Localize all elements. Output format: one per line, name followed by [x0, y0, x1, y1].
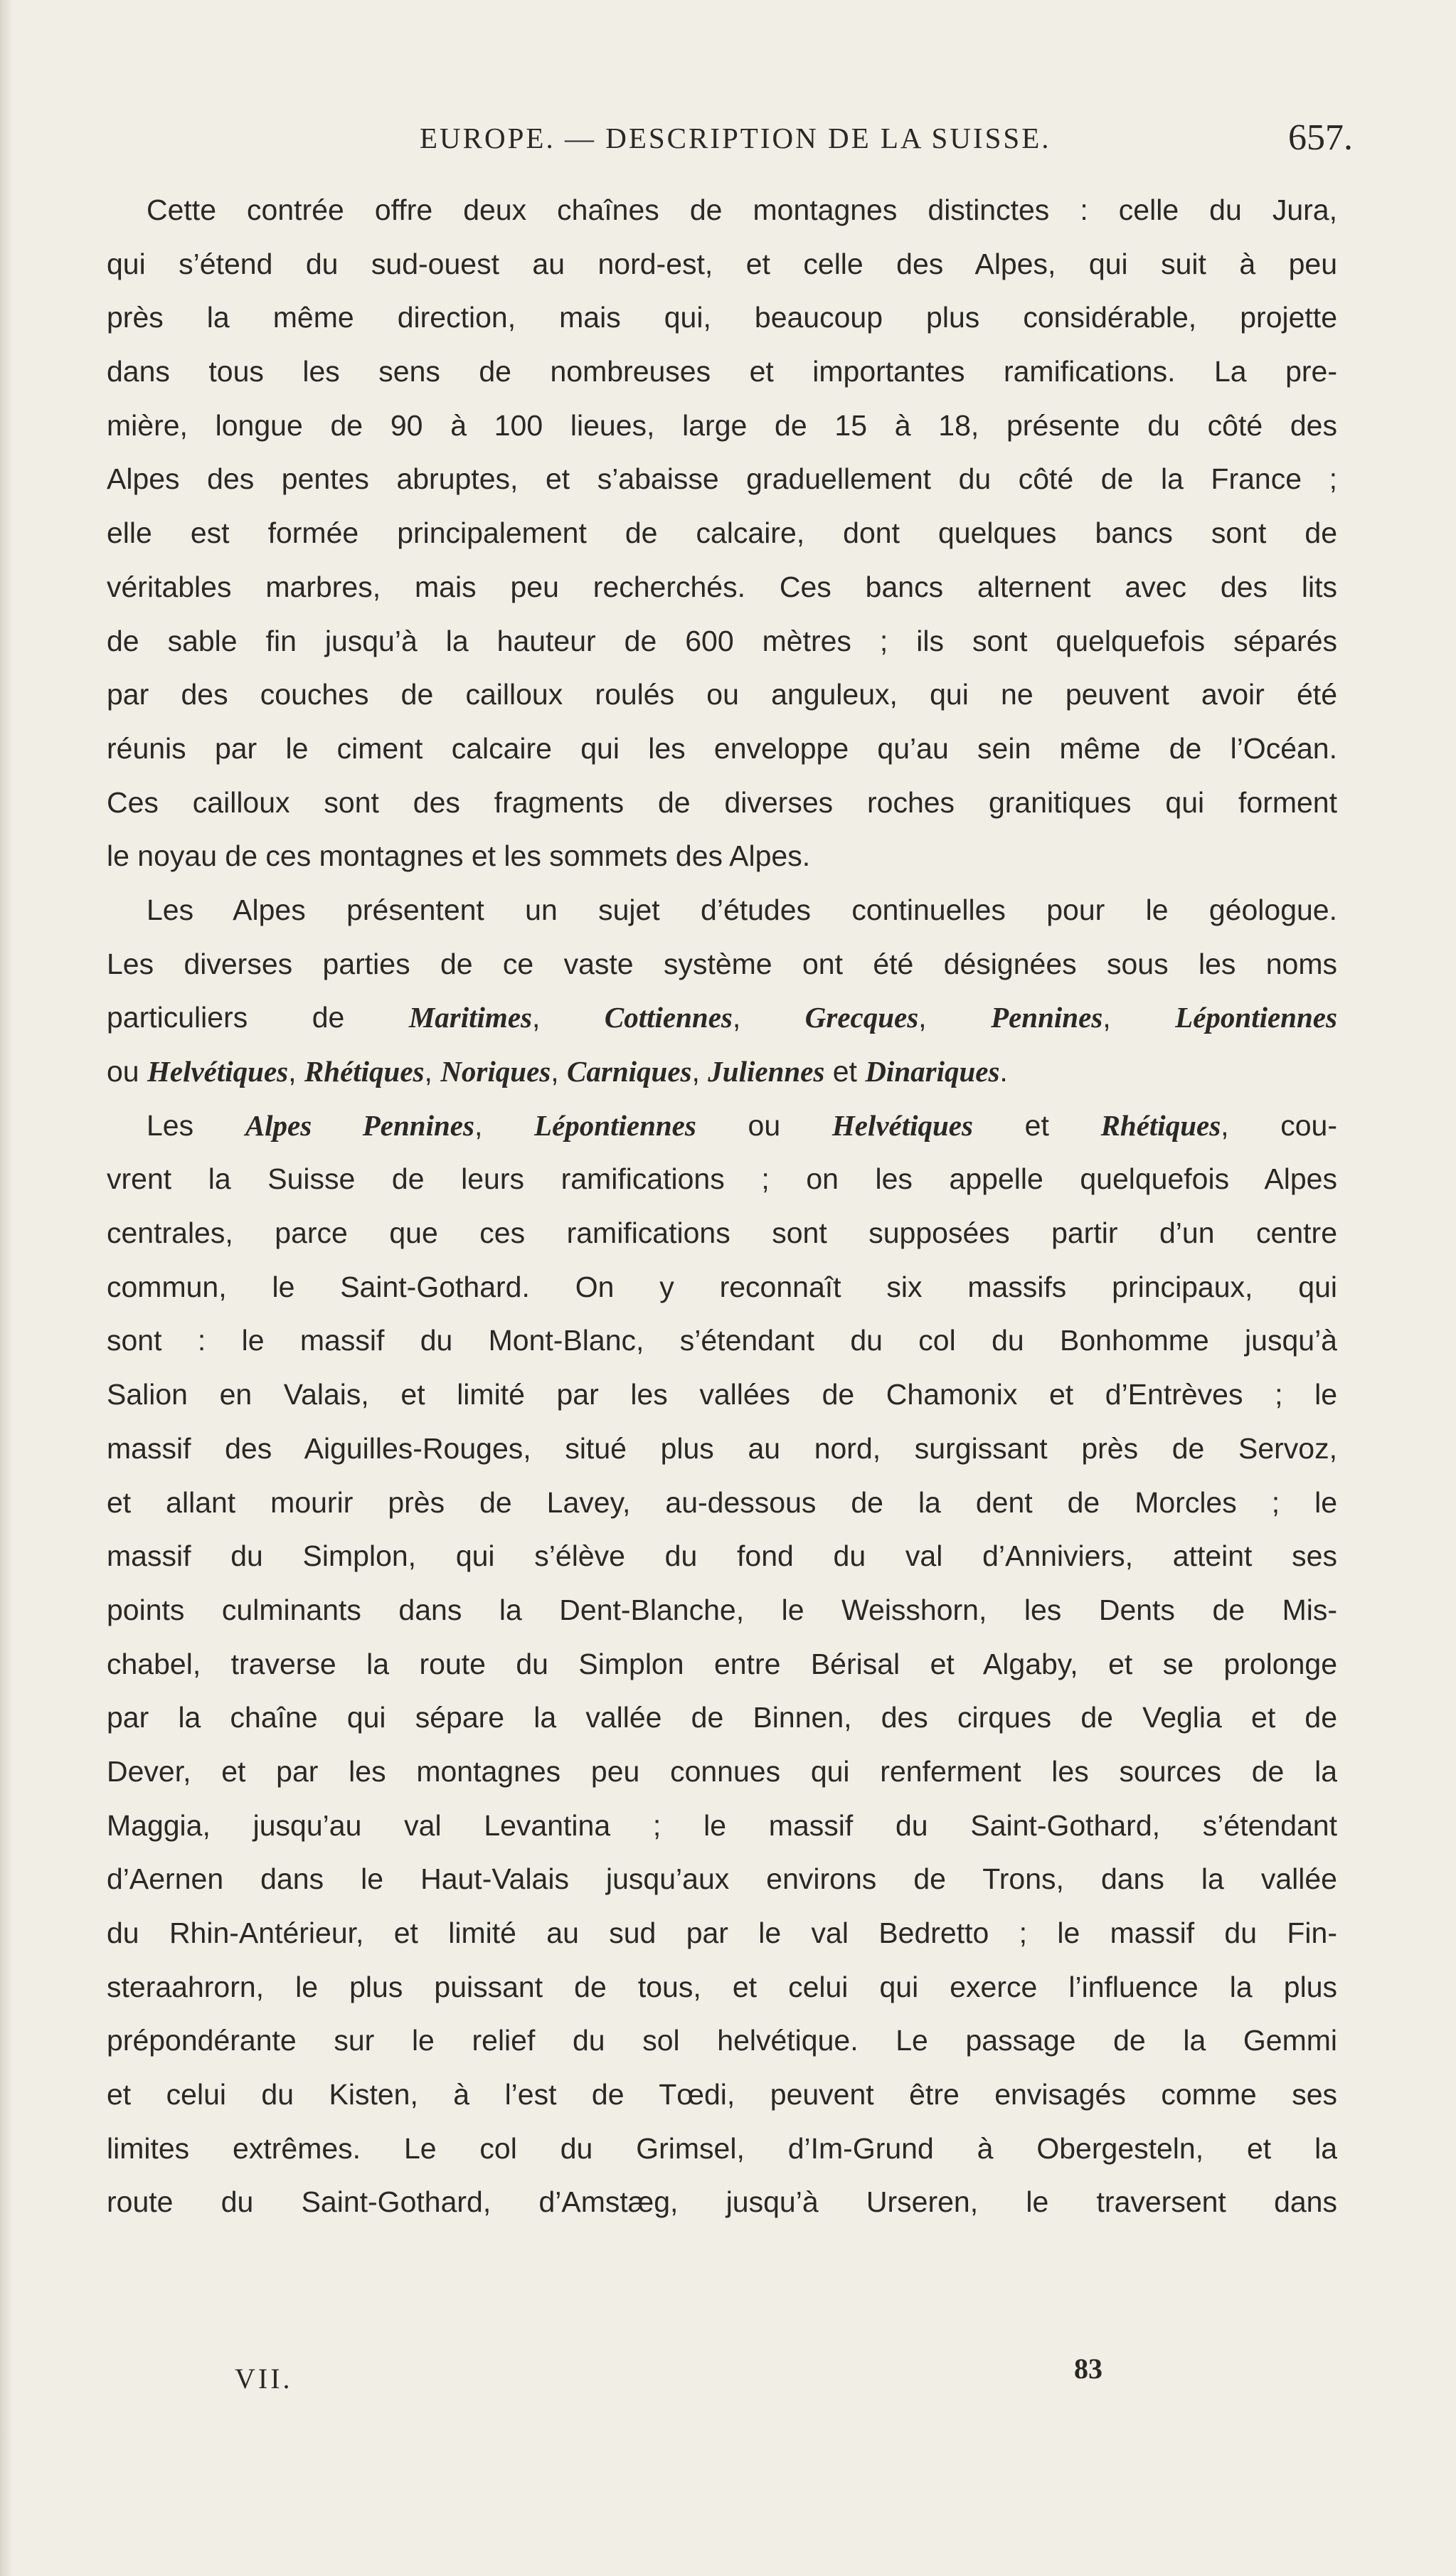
- page-edge-shadow: [0, 0, 13, 2576]
- body-text: [107, 184, 1337, 2230]
- text-segment: ou: [696, 1108, 832, 1142]
- page-footer: [107, 2353, 1337, 2405]
- text-line: commun, le Saint-Gothard. On y reconnaît six massifs principaux, qui: [107, 1270, 1337, 1303]
- text-segment: ,: [918, 1001, 992, 1034]
- signature-mark: VII.: [235, 2363, 293, 2395]
- text-line: [107, 991, 1337, 1045]
- text-line: Les Alpes présentent un sujet d’études continuelles pour le géologue.: [147, 893, 1337, 926]
- text-line: d’Aernen dans le Haut-Valais jusqu’aux environs de Trons, dans la vallée: [107, 1862, 1337, 1896]
- text-segment: ou: [107, 1055, 147, 1088]
- italic-term: Pennines: [991, 1001, 1103, 1034]
- text-line: massif des Aiguilles-Rouges, situé plus au nord, surgissant près de Servoz,: [107, 1431, 1337, 1465]
- text-line: chabel, traverse la route du Simplon entre Bérisal et Algaby, et se prolonge: [107, 1647, 1337, 1680]
- text-segment: et: [824, 1055, 866, 1088]
- italic-term: Noriques: [440, 1055, 551, 1088]
- text-segment: ,: [691, 1055, 708, 1088]
- text-line: du Rhin-Antérieur, et limité au sud par le val Bedretto ; le massif du Fin-: [107, 1917, 1337, 1949]
- text-segment: Les: [147, 1108, 245, 1142]
- text-line: et allant mourir près de Lavey, au-dessous de la dent de Morcles ; le: [107, 1485, 1337, 1519]
- text-line: véritables marbres, mais peu recherchés. Ces bancs alternent avec des lits: [107, 570, 1337, 603]
- italic-term: Helvétiques: [147, 1055, 289, 1088]
- text-line: [107, 1099, 1337, 1153]
- text-line: près la même direction, mais qui, beaucoup plus considérable, projette: [107, 301, 1337, 334]
- italic-term: Lépontiennes: [534, 1108, 696, 1142]
- text-segment: ,: [531, 1001, 605, 1034]
- text-line: points culminants dans la Dent-Blanche, le Weisshorn, les Dents de Mis-: [107, 1593, 1337, 1626]
- text-line: qui s’étend du sud-ouest au nord-est, et celle des Alpes, qui suit à peu: [107, 247, 1337, 280]
- text-line: le noyau de ces montagnes et les sommets des Alpes.: [107, 839, 811, 873]
- text-line: vrent la Suisse de leurs ramifications ; on les appelle quelquefois Alpes: [107, 1162, 1337, 1196]
- text-segment: .: [999, 1055, 1008, 1088]
- italic-term: Cottiennes: [604, 1001, 733, 1034]
- text-line: Dever, et par les montagnes peu connues qui renferment les sources de la: [107, 1754, 1337, 1788]
- running-header: [107, 117, 1373, 171]
- text-line: [107, 1045, 1337, 1099]
- text-line: Maggia, jusqu’au val Levantina ; le massif du Saint-Gothard, s’étendant: [107, 1808, 1337, 1842]
- text-segment: ,: [288, 1055, 304, 1088]
- text-line: massif du Simplon, qui s’élève du fond du val d’Anniviers, atteint ses: [107, 1539, 1337, 1573]
- text-segment: ,: [424, 1055, 441, 1088]
- italic-term: Rhétiques: [304, 1055, 425, 1088]
- text-line: mière, longue de 90 à 100 lieues, large de 15 à 18, présente du côté des: [107, 408, 1337, 442]
- text-line: de sable fin jusqu’à la hauteur de 600 mètres ; ils sont quelquefois séparés: [107, 624, 1337, 657]
- text-line: route du Saint-Gothard, d’Amstæg, jusqu’à Urseren, le traversent dans: [107, 2185, 1337, 2219]
- text-line: Salion en Valais, et limité par les vallées de Chamonix et d’Entrèves ; le: [107, 1378, 1337, 1411]
- text-line: par des couches de cailloux roulés ou anguleux, qui ne peuvent avoir été: [107, 678, 1337, 711]
- italic-term: Rhétiques: [1100, 1108, 1221, 1142]
- italic-term: Alpes Pennines: [245, 1108, 474, 1142]
- text-line: sont : le massif du Mont-Blanc, s’étendant du col du Bonhomme jusqu’à: [107, 1324, 1337, 1357]
- text-line: Ces cailloux sont des fragments de diverses roches granitiques qui forment: [107, 785, 1337, 819]
- text-segment: ,: [732, 1001, 805, 1034]
- text-line: centrales, parce que ces ramifications sont supposées partir d’un centre: [107, 1217, 1337, 1250]
- text-segment: ,: [551, 1055, 568, 1088]
- italic-term: Maritimes: [408, 1001, 532, 1034]
- text-line: steraahrorn, le plus puissant de tous, et celui qui exerce l’influence la plus: [107, 1970, 1337, 2003]
- text-line: par la chaîne qui sépare la vallée de Binnen, des cirques de Veglia et de: [107, 1701, 1337, 1734]
- text-line: elle est formée principalement de calcaire, dont quelques bancs sont de: [107, 516, 1337, 550]
- sheet-number: 83: [1074, 2353, 1102, 2385]
- page-number: 657.: [1288, 117, 1353, 158]
- text-line: Alpes des pentes abruptes, et s’abaisse graduellement du côté de la France ;: [107, 462, 1337, 496]
- text-line: prépondérante sur le relief du sol helvétique. Le passage de la Gemmi: [107, 2024, 1337, 2057]
- text-segment: , cou-: [1221, 1108, 1337, 1142]
- text-line: et celui du Kisten, à l’est de Tœdi, peuvent être envisagés comme ses: [107, 2078, 1337, 2111]
- text-line: réunis par le ciment calcaire qui les enveloppe qu’au sein même de l’Océan.: [107, 731, 1337, 765]
- text-line: Les diverses parties de ce vaste système ont été désignées sous les noms: [107, 947, 1337, 980]
- text-segment: particuliers de: [107, 1001, 409, 1034]
- running-title: EUROPE. — DESCRIPTION DE LA SUISSE.: [420, 122, 1051, 154]
- italic-term: Carniques: [567, 1055, 692, 1088]
- italic-term: Grecques: [804, 1001, 919, 1034]
- text-line: limites extrêmes. Le col du Grimsel, d’Im-Grund à Obergesteln, et la: [107, 2131, 1337, 2165]
- text-segment: ,: [1102, 1001, 1176, 1034]
- italic-term: Helvétiques: [831, 1108, 973, 1142]
- italic-term: Lépontiennes: [1175, 1001, 1337, 1034]
- text-segment: ,: [474, 1108, 535, 1142]
- text-line: Cette contrée offre deux chaînes de montagnes distinctes : celle du Jura,: [147, 194, 1337, 226]
- text-line: dans tous les sens de nombreuses et importantes ramifications. La pre-: [107, 355, 1337, 388]
- text-segment: et: [972, 1108, 1101, 1142]
- italic-term: Juliennes: [708, 1055, 825, 1088]
- italic-term: Dinariques: [865, 1055, 1000, 1088]
